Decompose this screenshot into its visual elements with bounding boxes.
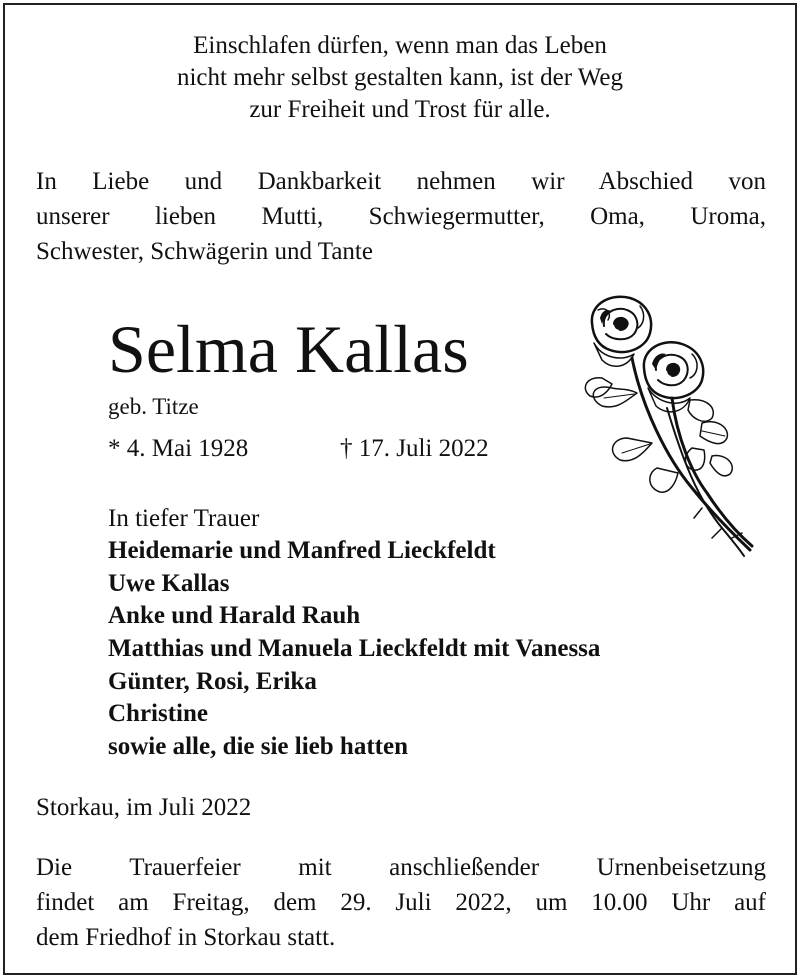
intro-line: unserer lieben Mutti, Schwiegermutter, Oma, Uroma,: [36, 203, 766, 230]
birth-name: geb. Titze: [108, 394, 199, 419]
death-date: † 17. Juli 2022: [340, 435, 489, 462]
mourner-line: Christine: [108, 700, 208, 728]
deceased-name: Selma Kallas: [108, 311, 469, 387]
intro-line: In Liebe und Dankbarkeit nehmen wir Abschied von: [36, 168, 766, 195]
mourner-line: sowie alle, die sie lieb hatten: [108, 733, 408, 761]
mourners-list: [108, 535, 600, 764]
mourner-line: Günter, Rosi, Erika: [108, 667, 317, 695]
intro-line: Schwester, Schwägerin und Tante: [36, 238, 373, 265]
funeral-notice: [36, 850, 766, 955]
motto-line: Einschlafen dürfen, wenn man das Leben: [193, 32, 607, 59]
place-date: Storkau, im Juli 2022: [36, 794, 252, 821]
mourner-line: Matthias und Manuela Lieckfeldt mit Vanessa: [108, 635, 601, 663]
mourning-intro: In tiefer Trauer: [108, 505, 260, 532]
mourner-line: Uwe Kallas: [108, 569, 230, 597]
funeral-line: Die Trauerfeier mit anschließender Urnenbeisetzung: [36, 854, 766, 881]
intro-text: [36, 164, 766, 269]
motto-verse: [0, 30, 800, 126]
birth-date: * 4. Mai 1928: [108, 435, 249, 462]
motto-line: nicht mehr selbst gestalten kann, ist der Weg: [176, 64, 624, 91]
mourner-line: Anke und Harald Rauh: [108, 602, 361, 630]
funeral-line: dem Friedhof in Storkau statt.: [36, 924, 336, 951]
roses-icon: [572, 288, 762, 563]
mourner-line: Heidemarie und Manfred Lieckfeldt: [108, 537, 496, 564]
funeral-line: findet am Freitag, dem 29. Juli 2022, um 10.00 Uhr auf: [36, 889, 766, 916]
motto-line: zur Freiheit und Trost für alle.: [249, 96, 551, 123]
